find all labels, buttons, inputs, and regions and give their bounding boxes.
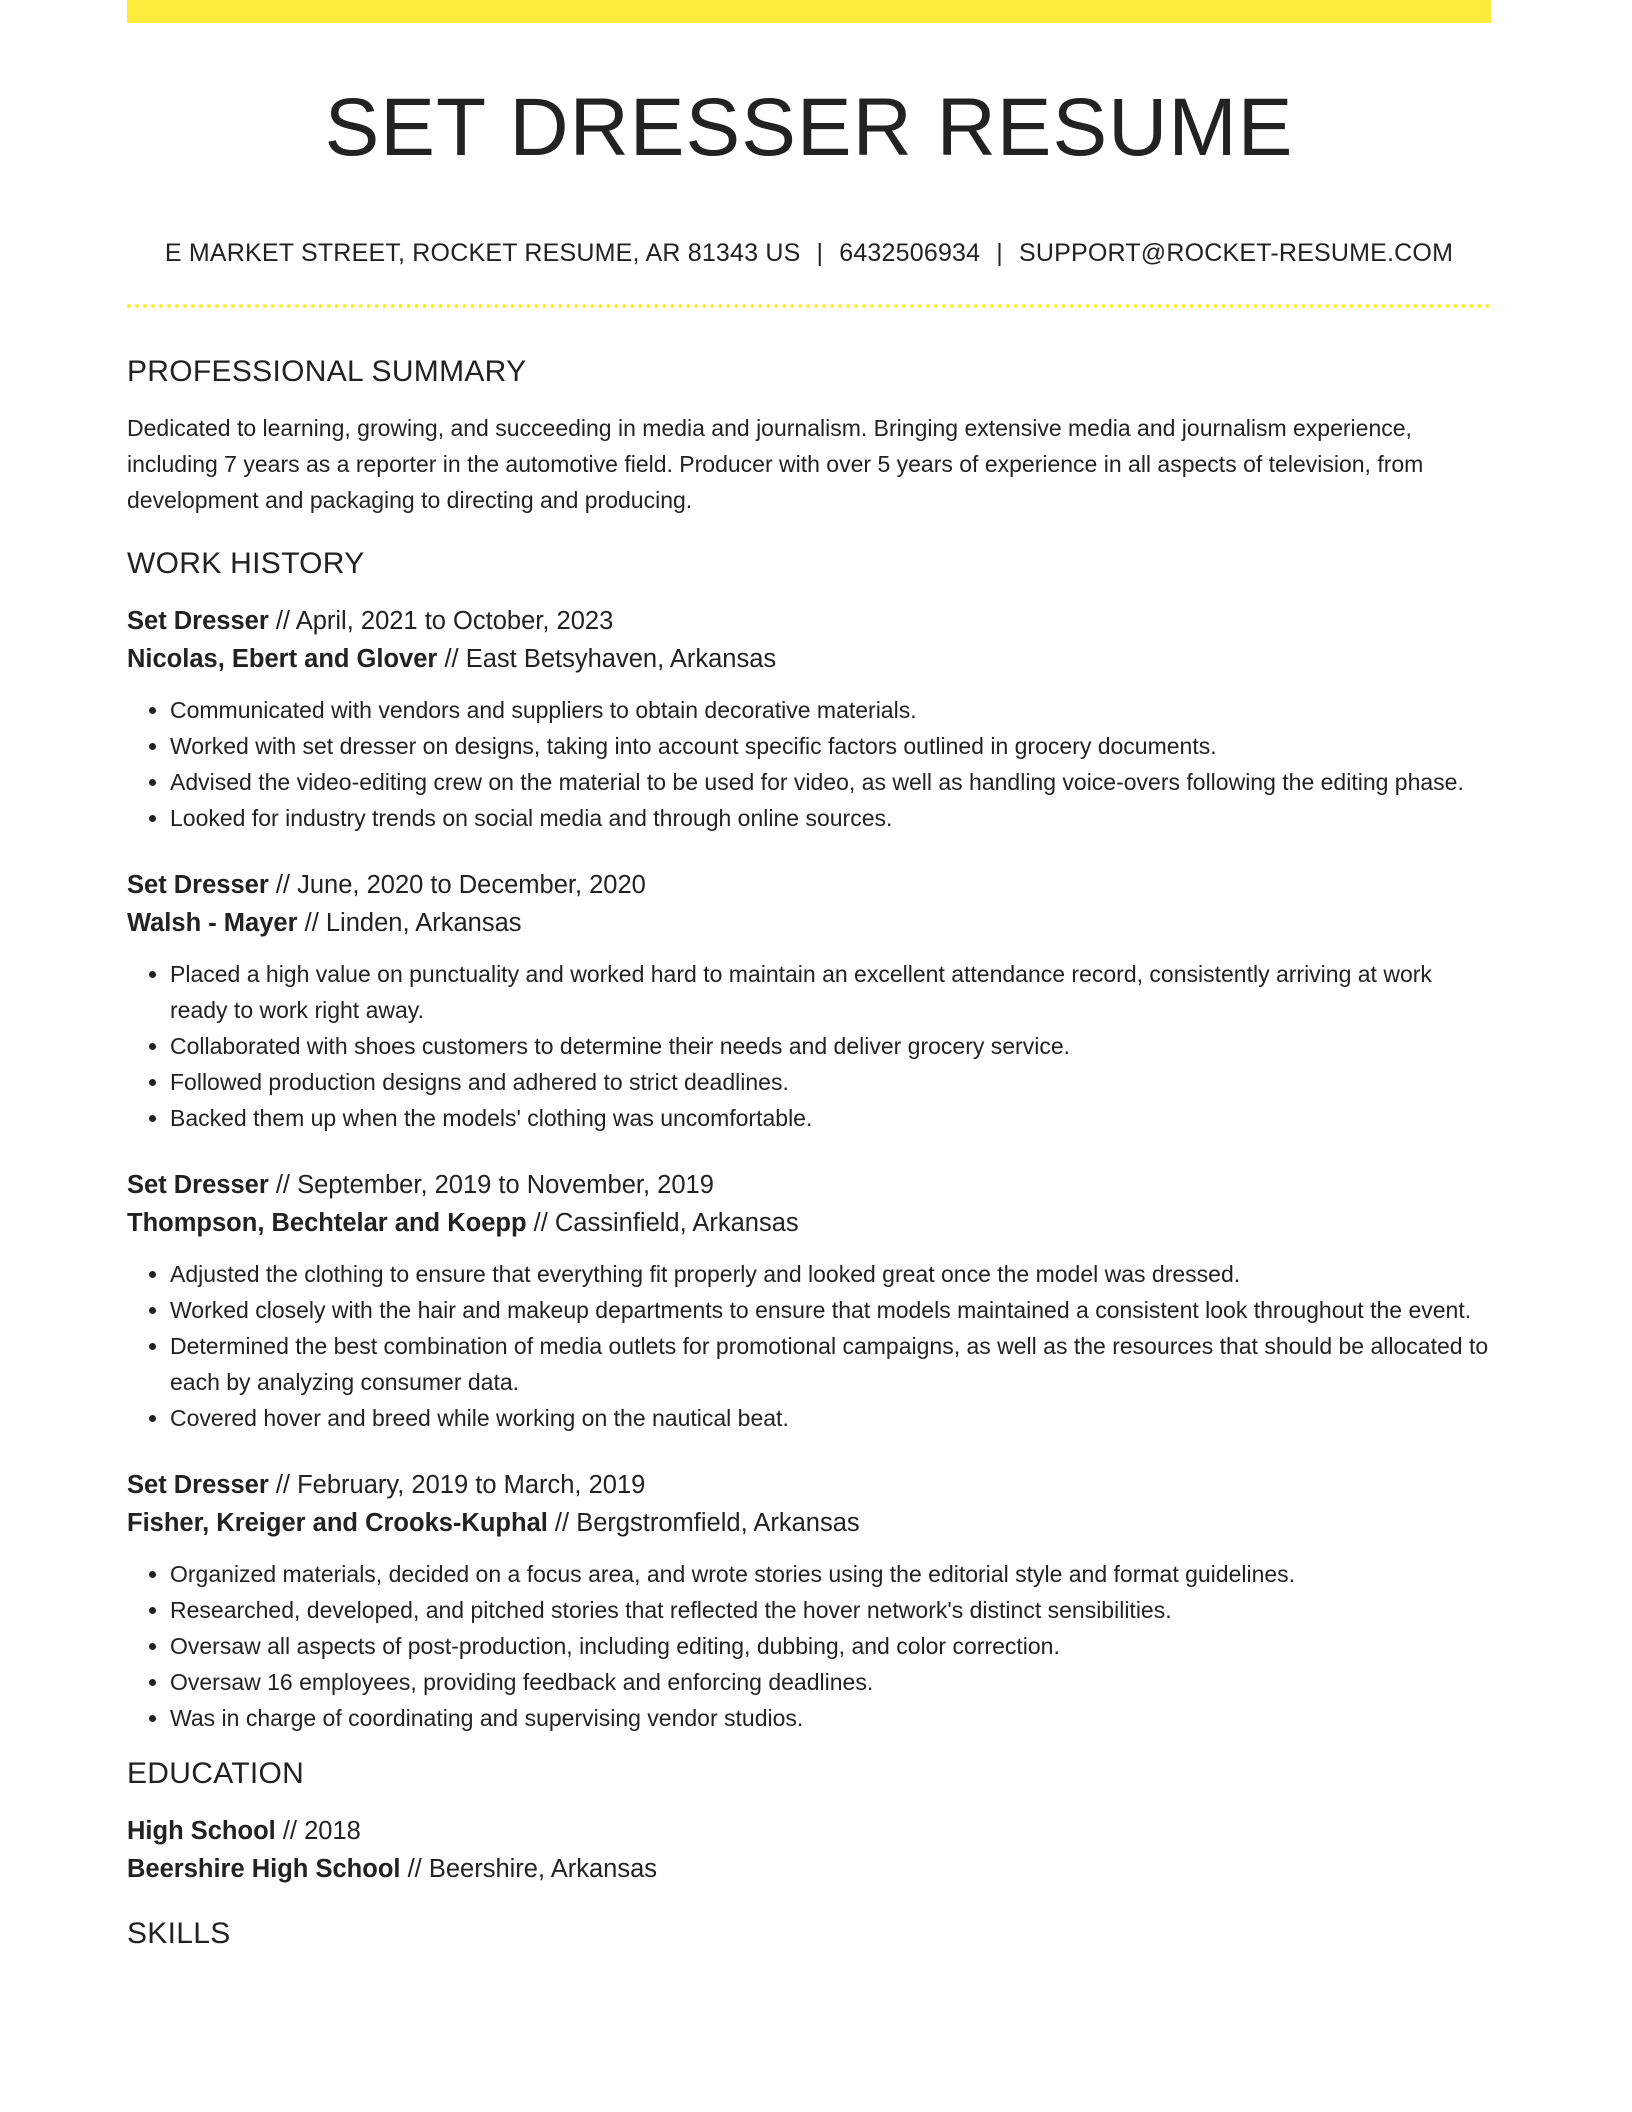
- job-bullets: [127, 1556, 1491, 1736]
- dotted-divider: [127, 304, 1491, 308]
- bullet-item: • Was in charge of coordinating and supervising vendor studios.: [170, 1700, 1491, 1736]
- bullet-item: • Looked for industry trends on social media and through online sources.: [170, 800, 1491, 836]
- job-dates: September, 2019 to November, 2019: [297, 1171, 714, 1199]
- job-employer: Thompson, Bechtelar and Koepp: [127, 1209, 527, 1237]
- job-employer: Fisher, Kreiger and Crooks-Kuphal: [127, 1509, 548, 1537]
- bullet-item: • Worked with set dresser on designs, taking into account specific factors outlined in grocery documents.: [170, 728, 1491, 764]
- separator: //: [297, 909, 326, 937]
- job-title: Set Dresser: [127, 607, 269, 635]
- contact-line: [127, 235, 1491, 271]
- job-employer-line: [127, 904, 1491, 942]
- bullet-item: • Oversaw 16 employees, providing feedback and enforcing deadlines.: [170, 1664, 1491, 1700]
- bullet-item: • Covered hover and breed while working on the nautical beat.: [170, 1400, 1491, 1436]
- separator: //: [275, 1817, 305, 1845]
- contact-separator: |: [996, 239, 1003, 267]
- contact-email: SUPPORT@ROCKET-RESUME.COM: [1018, 239, 1454, 267]
- summary-text: Dedicated to learning, growing, and succeeding in media and journalism. Bringing extensive media and journalism experience, including 7 years as a reporter in the automotive field. Producer with over 5 years of experience in all aspects of television, from development and packaging to directing and producing.: [127, 415, 1424, 513]
- job-title: Set Dresser: [127, 1471, 269, 1499]
- separator: //: [268, 1171, 298, 1199]
- separator: //: [268, 871, 298, 899]
- bullet-item: • Adjusted the clothing to ensure that everything fit properly and looked great once the model was dressed.: [170, 1256, 1491, 1292]
- bullet-item: • Backed them up when the models' clothing was uncomfortable.: [170, 1100, 1491, 1136]
- bullet-item: • Determined the best combination of media outlets for promotional campaigns, as well as the resources that should be allocated to each by analyzing consumer data.: [170, 1328, 1491, 1400]
- separator: //: [268, 1471, 298, 1499]
- job-title-line: [127, 866, 1491, 904]
- job-bullets: [127, 692, 1491, 836]
- job-bullets: [127, 956, 1491, 1136]
- job-employer-line: [127, 1204, 1491, 1242]
- job-title: Set Dresser: [127, 871, 269, 899]
- job-location: East Betsyhaven, Arkansas: [465, 645, 777, 673]
- job-entry: [127, 1466, 1491, 1736]
- job-employer-line: [127, 1504, 1491, 1542]
- bullet-item: • Followed production designs and adhered to strict deadlines.: [170, 1064, 1491, 1100]
- education-year: 2018: [304, 1817, 361, 1845]
- job-dates: June, 2020 to December, 2020: [297, 871, 646, 899]
- bullet-item: • Placed a high value on punctuality and worked hard to maintain an excellent attendance record, consistently arriving at work ready to work right away.: [170, 956, 1491, 1028]
- job-entry: [127, 602, 1491, 836]
- job-dates: February, 2019 to March, 2019: [297, 1471, 646, 1499]
- bullet-item: • Worked closely with the hair and makeup departments to ensure that models maintained a consistent look throughout the event.: [170, 1292, 1491, 1328]
- separator: //: [400, 1855, 429, 1883]
- bullet-item: • Organized materials, decided on a focus area, and wrote stories using the editorial style and format guidelines.: [170, 1556, 1491, 1592]
- education-location: Beershire, Arkansas: [428, 1855, 658, 1883]
- contact-phone: 6432506934: [839, 239, 981, 267]
- separator: //: [547, 1509, 577, 1537]
- skills-heading: SKILLS: [127, 1917, 231, 1950]
- education-degree: High School: [127, 1817, 276, 1845]
- top-accent-bar: [127, 0, 1491, 23]
- job-employer-line: [127, 640, 1491, 678]
- education-degree-line: [127, 1812, 1491, 1850]
- bullet-item: • Communicated with vendors and suppliers to obtain decorative materials.: [170, 692, 1491, 728]
- job-dates: April, 2021 to October, 2023: [295, 607, 614, 635]
- separator: //: [437, 645, 466, 673]
- job-entry: [127, 1166, 1491, 1436]
- bullet-item: • Researched, developed, and pitched stories that reflected the hover network's distinct sensibilities.: [170, 1592, 1491, 1628]
- summary-heading: PROFESSIONAL SUMMARY: [127, 355, 527, 388]
- contact-separator: |: [816, 239, 824, 267]
- job-entry: [127, 866, 1491, 1136]
- education-entry: [127, 1812, 1491, 1888]
- separator: //: [526, 1209, 555, 1237]
- job-location: Linden, Arkansas: [325, 909, 522, 937]
- job-location: Bergstromfield, Arkansas: [576, 1509, 860, 1537]
- contact-address: E MARKET STREET, ROCKET RESUME, AR 81343 US: [164, 239, 801, 267]
- resume-page: [127, 0, 1491, 1950]
- bullet-item: • Oversaw all aspects of post-production, including editing, dubbing, and color correction.: [170, 1628, 1491, 1664]
- education-heading: EDUCATION: [127, 1757, 305, 1790]
- work-history-heading: WORK HISTORY: [127, 547, 365, 580]
- bullet-item: • Collaborated with shoes customers to determine their needs and deliver grocery service.: [170, 1028, 1491, 1064]
- education-school: Beershire High School: [127, 1855, 401, 1883]
- job-bullets: [127, 1256, 1491, 1436]
- job-title-line: [127, 1466, 1491, 1504]
- job-location: Cassinfield, Arkansas: [554, 1209, 799, 1237]
- education-school-line: [127, 1850, 1491, 1888]
- resume-title: SET DRESSER RESUME: [324, 82, 1294, 173]
- job-employer: Walsh - Mayer: [127, 909, 298, 937]
- job-title-line: [127, 1166, 1491, 1204]
- separator: //: [268, 607, 296, 635]
- job-title-line: [127, 602, 1491, 640]
- job-employer: Nicolas, Ebert and Glover: [127, 645, 438, 673]
- bullet-item: • Advised the video-editing crew on the material to be used for video, as well as handling voice-overs following the editing phase.: [170, 764, 1491, 800]
- job-title: Set Dresser: [127, 1171, 269, 1199]
- resume-content: [127, 352, 1491, 1972]
